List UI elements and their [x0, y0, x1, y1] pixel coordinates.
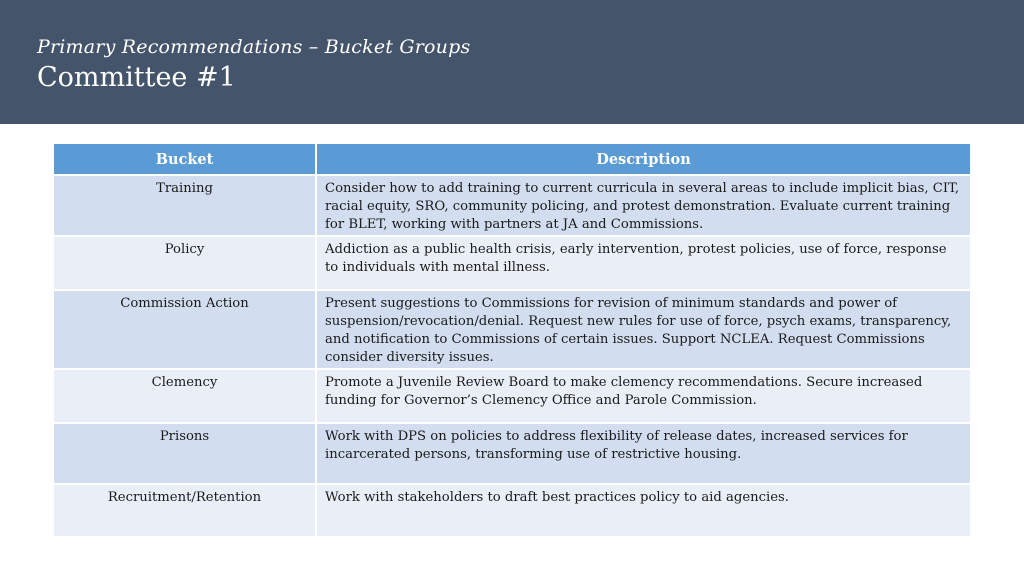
- description-cell: Work with DPS on policies to address flexibility of release dates, increased services for incarcerated persons, transforming use of restrictive housing.: [316, 423, 970, 484]
- table-header-row: [54, 144, 970, 175]
- column-header-description: Description: [316, 144, 970, 175]
- description-cell: Promote a Juvenile Review Board to make clemency recommendations. Secure increased funding for Governor’s Clemency Office and Parole Commission.: [316, 369, 970, 423]
- description-cell: Present suggestions to Commissions for revision of minimum standards and power of suspension/revocation/denial. Request new rules for use of force, psych exams, transparency, and notification to Commissions of certain issues. Support NCLEA. Request Commissions consider diversity issues.: [316, 290, 970, 369]
- bucket-cell: Recruitment/Retention: [54, 484, 316, 537]
- table-row: [54, 175, 970, 236]
- bucket-cell: Commission Action: [54, 290, 316, 369]
- table-row: [54, 484, 970, 537]
- bucket-cell: Prisons: [54, 423, 316, 484]
- description-cell: Consider how to add training to current curricula in several areas to include implicit bias, CIT, racial equity, SRO, community policing, and protest demonstration. Evaluate current training for BLET, working with partners at JA and Commissions.: [316, 175, 970, 236]
- bucket-cell: Clemency: [54, 369, 316, 423]
- table-row: [54, 236, 970, 290]
- table-row: [54, 369, 970, 423]
- recommendations-table: [54, 144, 970, 538]
- bucket-cell: Training: [54, 175, 316, 236]
- bucket-cell: Policy: [54, 236, 316, 290]
- slide-subtitle: Primary Recommendations – Bucket Groups: [37, 36, 471, 58]
- slide-header: [0, 0, 1024, 124]
- table-row: [54, 423, 970, 484]
- table-row: [54, 290, 970, 369]
- column-header-bucket: Bucket: [54, 144, 316, 175]
- slide-title: Committee #1: [37, 62, 236, 93]
- description-cell: Work with stakeholders to draft best practices policy to aid agencies.: [316, 484, 970, 537]
- description-cell: Addiction as a public health crisis, early intervention, protest policies, use of force, response to individuals with mental illness.: [316, 236, 970, 290]
